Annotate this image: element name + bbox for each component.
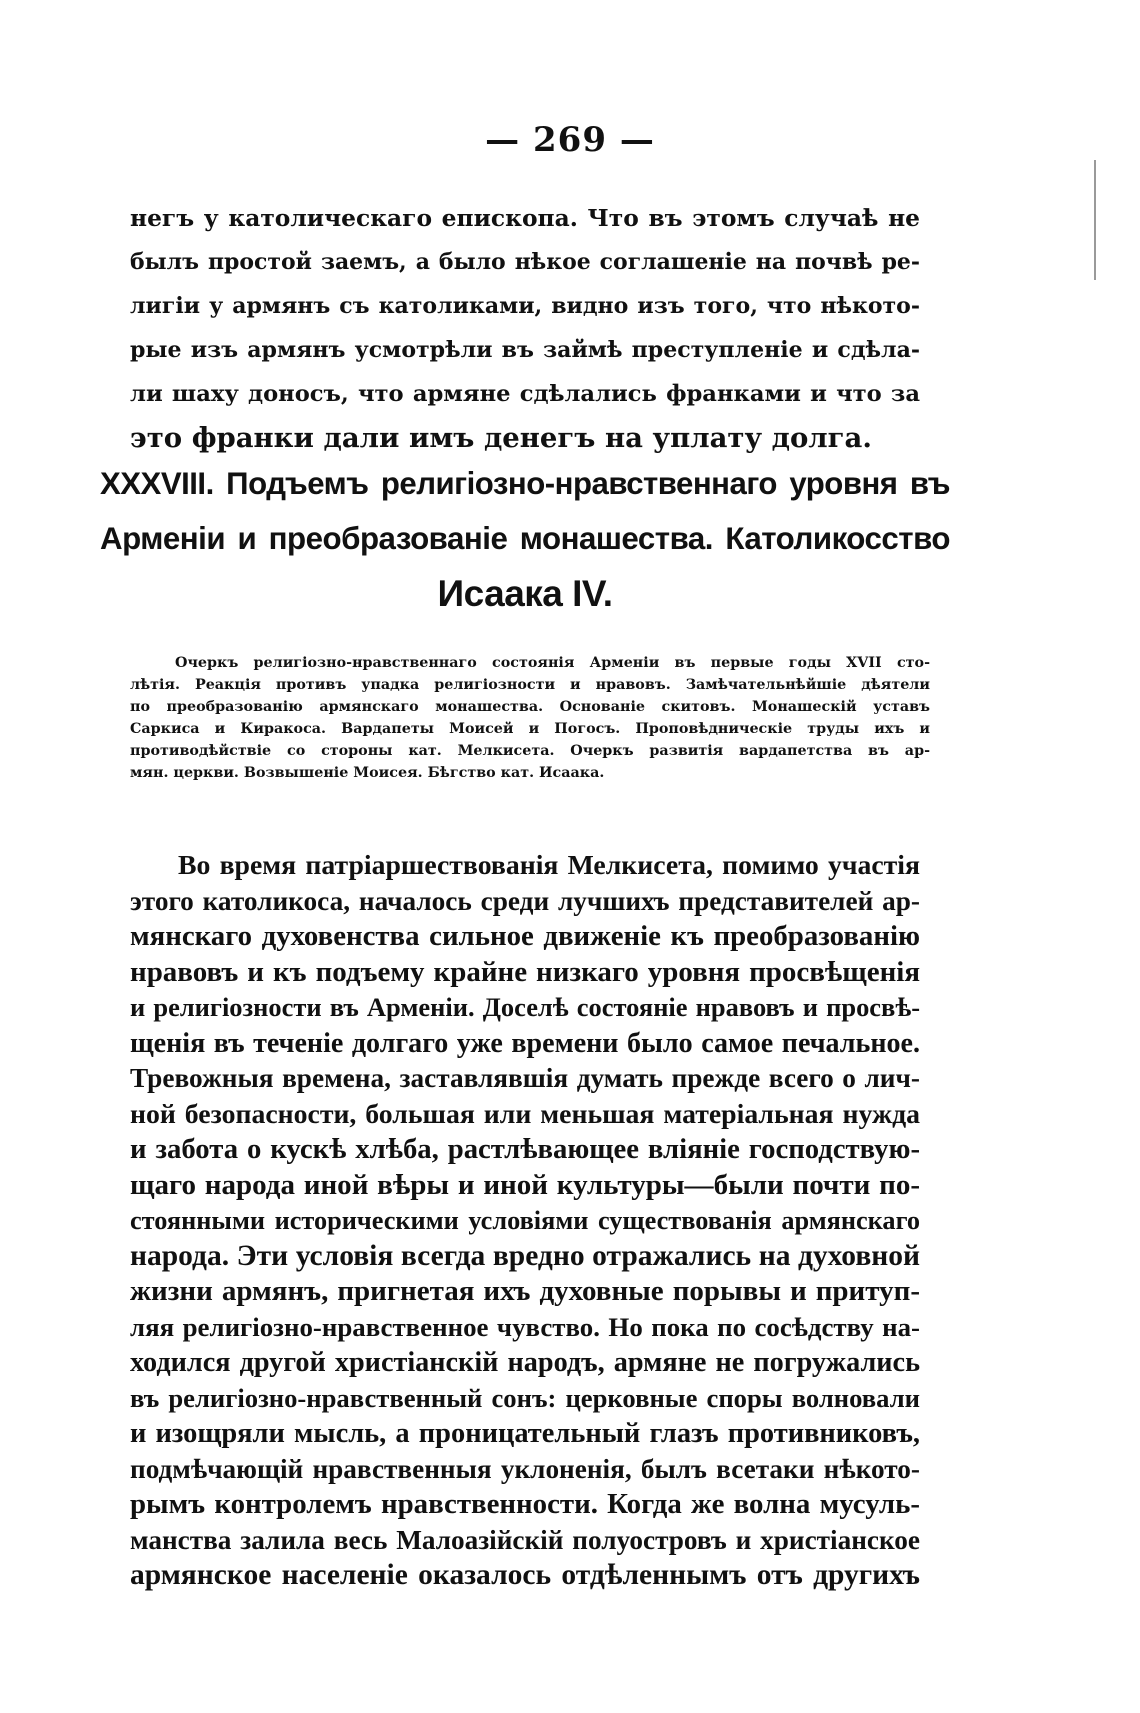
summary-line: Саркиса и Киракоса. Вардапеты Моисей и Погосъ. Проповѣдническіе труды ихъ и [130, 721, 930, 737]
body-line: армянское населеніе оказалось отдѣленнымъ отъ другихъ [130, 1559, 920, 1591]
body-line: народа. Эти условія всегда вредно отражались на духовной [130, 1239, 920, 1272]
text-line: негъ у католическаго епископа. Что въ этомъ случаѣ не [130, 204, 920, 232]
text-line: лигіи у армянъ съ католиками, видно изъ того, что нѣкото- [130, 293, 920, 319]
body-line: Тревожныя времена, заставлявшія думать прежде всего о лич- [130, 1063, 920, 1093]
body-line: стоянными историческими условіями существованія армянскаго [130, 1206, 920, 1235]
summary-line: противодѣйствіе со стороны кат. Мелкисета. Очеркъ развитія вардапетства въ ар- [130, 743, 930, 759]
body-paragraph [130, 848, 920, 1594]
body-line: въ религіозно-нравственный сонъ: церковные споры волновали [130, 1382, 920, 1413]
body-line: нравовъ и къ подъему крайне низкаго уровня просвѣщенія [130, 955, 920, 988]
body-line: и религіозности въ Арменіи. Доселѣ состояніе нравовъ и просвѣ- [130, 992, 920, 1022]
heading-line: Арменіи и преобразованіе монашества. Католикосство [100, 521, 950, 556]
text-line: рые изъ армянъ усмотрѣли въ займѣ преступленіе и сдѣла- [130, 337, 920, 363]
text-line: ли шаху доносъ, что армяне сдѣлались франками и что за [130, 381, 920, 407]
body-line: подмѣчающій нравственныя уклоненія, былъ всетаки нѣкото- [130, 1453, 920, 1484]
page-edge-mark [1094, 160, 1096, 280]
summary-line: лѣтія. Реакція противъ упадка религіозности и нравовъ. Замѣчательнѣйшіе дѣятели [130, 677, 930, 693]
summary-line: мян. церкви. Возвышеніе Моисея. Бѣгство кат. Исаака. [130, 765, 605, 781]
body-line: щенія въ теченіе долгаго уже времени было самое печальное. [130, 1027, 920, 1059]
heading-line: Исаака IV. [437, 573, 613, 614]
top-paragraph [130, 196, 920, 460]
body-line: этого католикоса, началось среди лучшихъ представителей ар- [130, 885, 920, 916]
text-line: это франки дали имъ денегъ на уплату долга. [130, 422, 872, 454]
summary-line: по преобразованію армянскаго монашества. Основаніе скитовъ. Монашескій уставъ [130, 699, 930, 715]
body-line: манства залила весь Малоазійскій полуостровъ и христіанское [130, 1524, 920, 1555]
heading-line: XXXVIII. Подъемъ религіозно-нравственнаго уровня въ [100, 466, 950, 501]
body-line: щаго народа иной вѣры и иной культуры—были почти по- [130, 1168, 920, 1201]
body-line: жизни армянъ, пригнетая ихъ духовные порывы и притуп- [130, 1275, 920, 1307]
body-line: и изощряли мысль, а проницательный глазъ противниковъ, [130, 1418, 920, 1449]
body-line: ной безопасности, большая или меньшая матеріальная нужда [130, 1098, 920, 1130]
body-line: ходился другой христіанскій народъ, армяне не погружались [130, 1347, 920, 1378]
chapter-heading [100, 456, 950, 621]
page-number: — 269 — [485, 120, 655, 160]
chapter-summary [130, 652, 930, 784]
summary-line: Очеркъ религіозно-нравственнаго состоянія Арменіи въ первые годы XVII сто- [175, 655, 930, 671]
body-line: мянскаго духовенства сильное движеніе къ преобразованію [130, 920, 920, 952]
body-line: ляя религіозно-нравственное чувство. Но пока по сосѣдству на- [130, 1311, 920, 1342]
body-line: Во время патріаршествованія Мелкисета, помимо участія [178, 850, 920, 881]
body-line: и забота о кускѣ хлѣба, растлѣвающее вліяніе господствую- [130, 1133, 920, 1165]
body-line: рымъ контролемъ нравственности. Когда же волна мусуль- [130, 1488, 920, 1520]
text-line: былъ простой заемъ, а было нѣкое соглашеніе на почвѣ ре- [130, 249, 920, 275]
